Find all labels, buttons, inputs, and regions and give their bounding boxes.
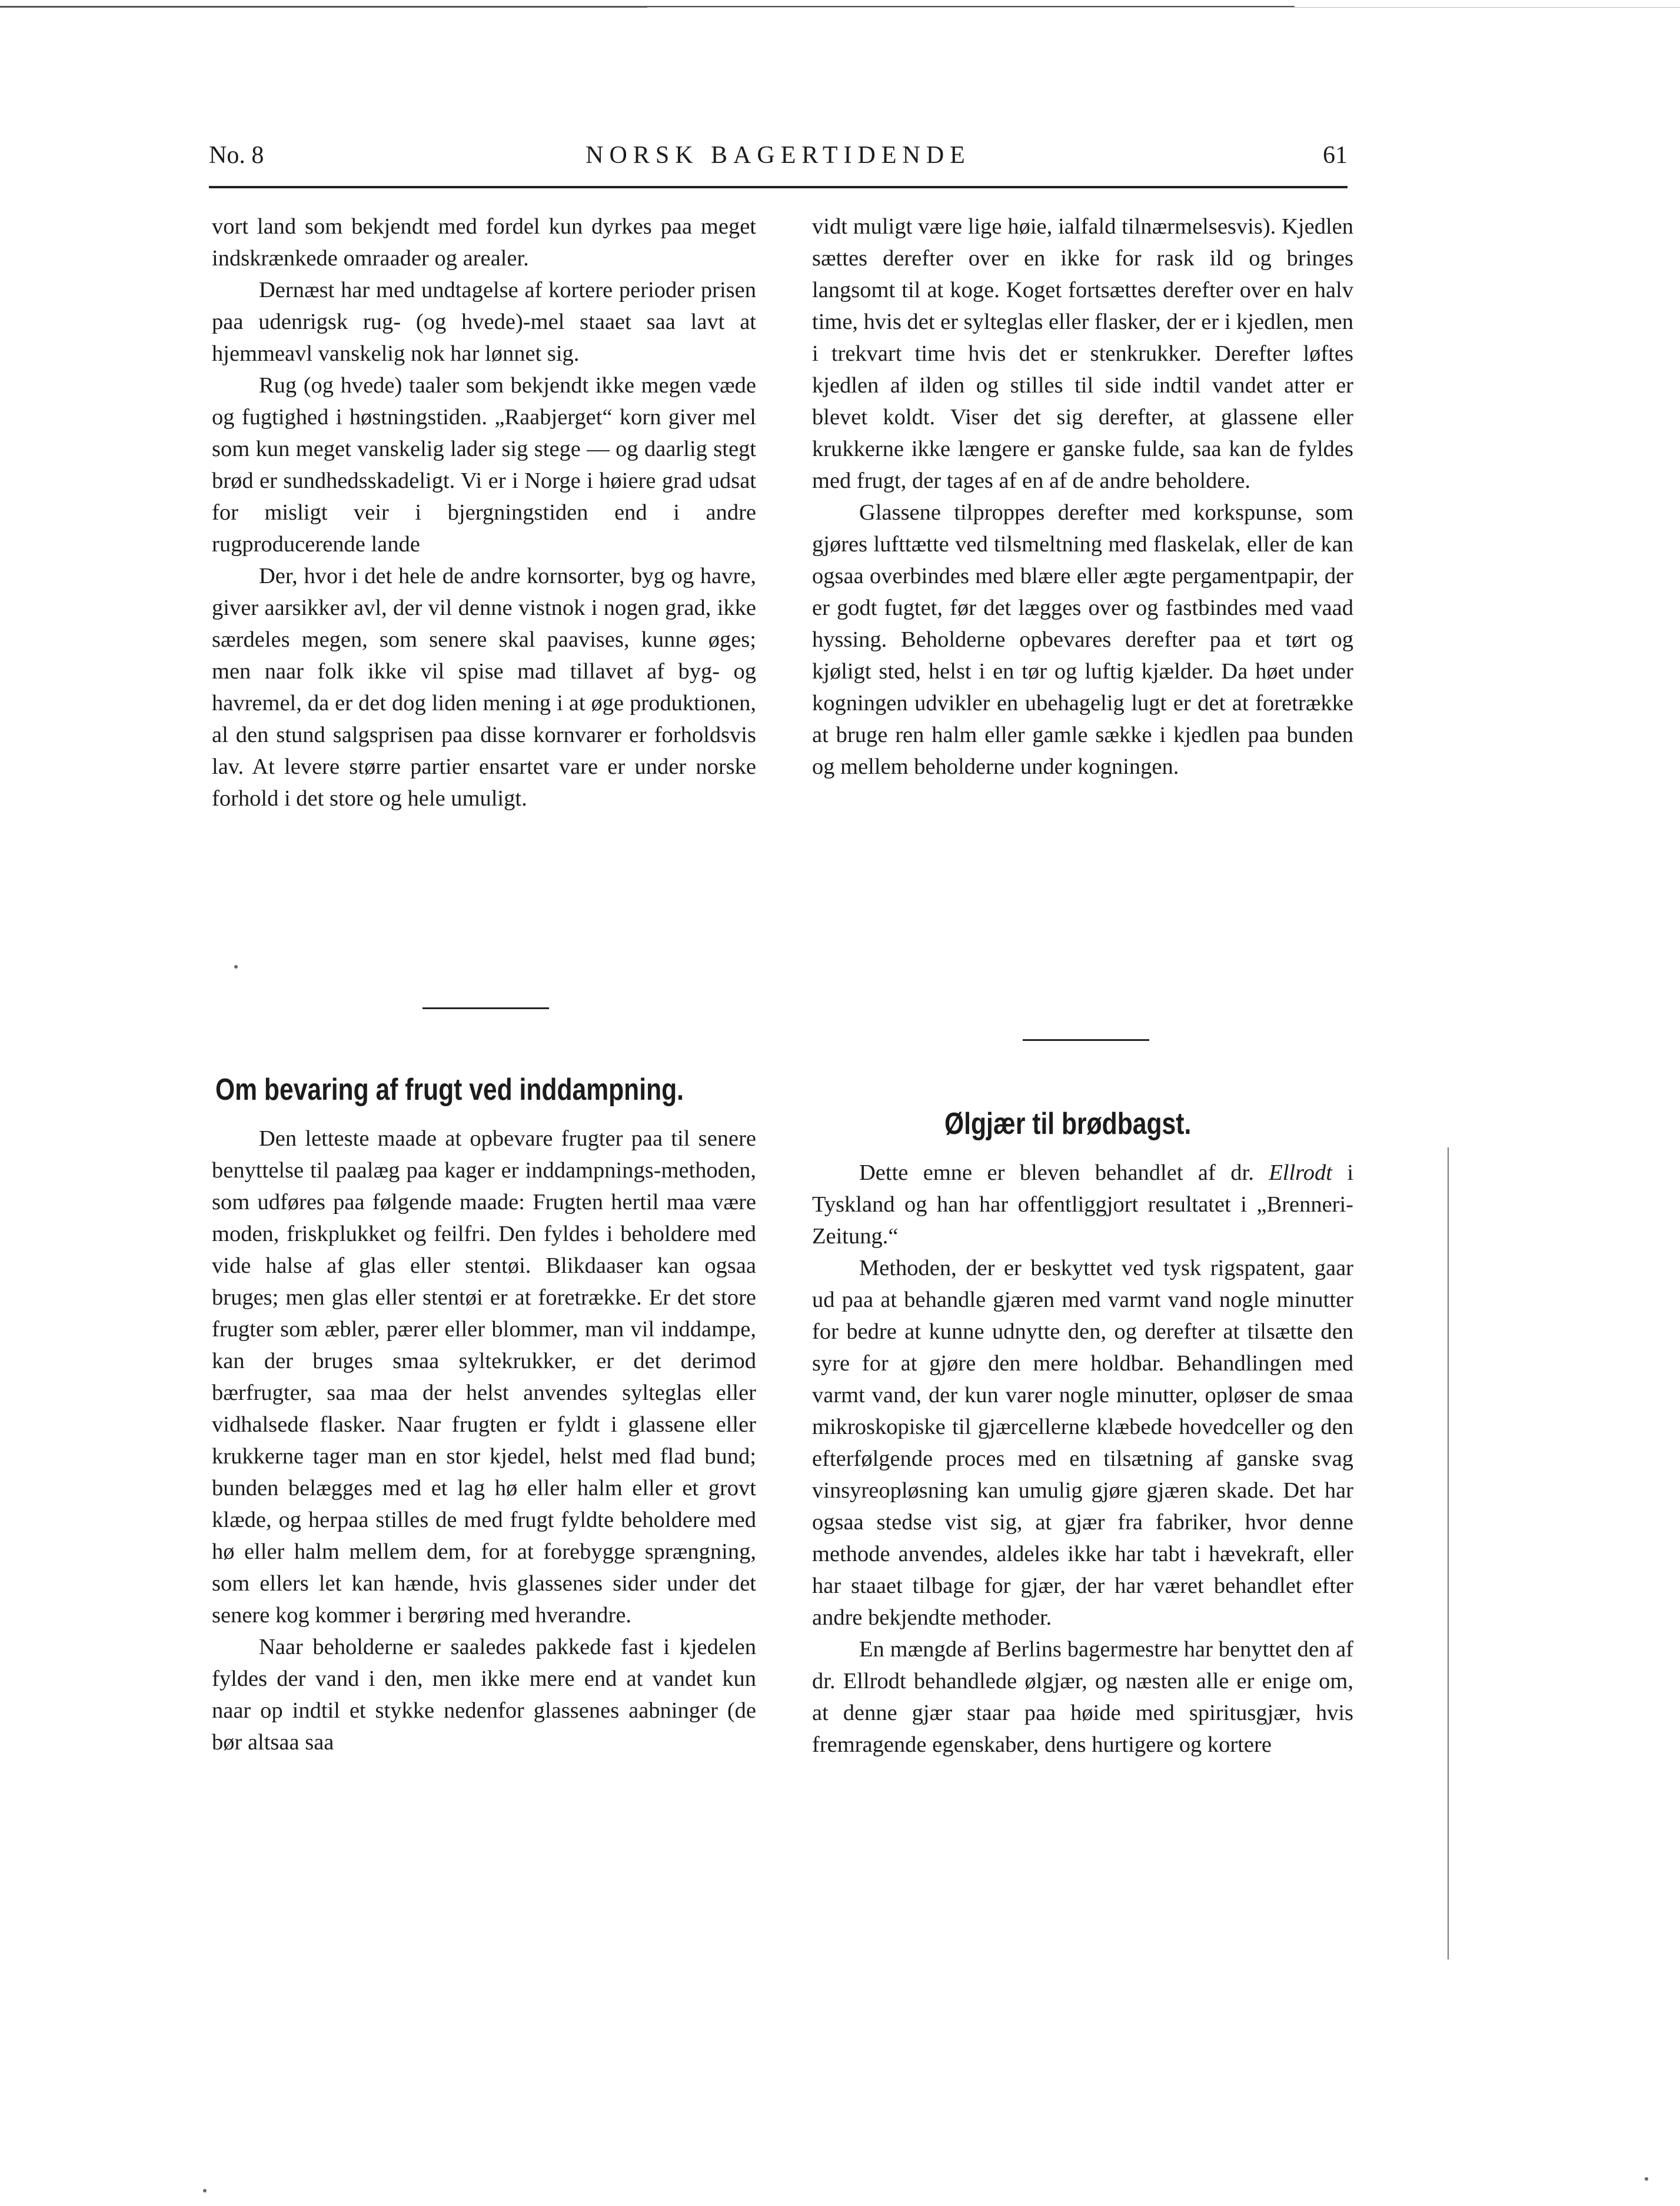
text-run: Dette emne er bleven behandlet af dr. xyxy=(859,1160,1254,1185)
paragraph: vidt muligt være lige høie, ialfald tilnærmelsesvis). Kjedlen sættes derefter over en ikke for rask ild og bringes langsomt til at koge. Koget fortsættes derefter over en halv time, hvis det er sylteglas eller flasker, der er i kjedlen, men i trekvart time hvis det er stenkrukker. Derefter løftes kjedlen af ilden og stilles til side indtil vandet atter er blevet koldt. Viser det sig derefter, at glassene eller krukkerne ikke længere er ganske fulde, saa kan de fyldes med frugt, der tages af en af de andre beholdere. xyxy=(812,214,1353,493)
paragraph: vort land som bekjendt med fordel kun dyrkes paa meget indskrænkede omraader og arealer. xyxy=(212,214,756,271)
scan-speck xyxy=(234,965,238,969)
paragraph: Glassene tilproppes derefter med korkspunse, som gjøres lufttætte ved tilsmeltning med flaskelak, eller de kan ogsaa overbindes med blære eller ægte pergamentpapir, der er godt fugtet, før det lægges over og fastbindes med vaad hyssing. Beholderne opbevares derefter paa et tørt og kjøligt sted, helst i en tør og luftig kjælder. Da høet under kogningen udvikler en ubehagelig lugt er det at foretrække at bruge ren halm eller gamle sække i kjedlen paa bunden og mellem beholderne under kogningen. xyxy=(812,500,1353,779)
section-separator xyxy=(1023,1039,1149,1041)
article-heading-fruit-preservation: Om bevaring af frugt ved inddampning. xyxy=(215,1073,684,1107)
article-heading-beer-yeast: Ølgjær til brødbagst. xyxy=(944,1107,1192,1141)
paragraph: Dernæst har med undtagelse af kortere perioder prisen paa udenrigsk rug- (og hvede)-mel staaet saa lavt at hjemmeavl vanskelig nok har lønnet sig. xyxy=(212,278,756,366)
scan-speck xyxy=(203,2189,207,2192)
paragraph xyxy=(812,1157,1353,1252)
text-run: i Tyskland og han har offentliggjort resultatet i „Brenneri-Zeitung.“ xyxy=(812,1160,1354,1249)
paragraph: Naar beholderne er saaledes pakkede fast i kjedelen fyldes der vand i den, men ikke mere end at vandet kun naar op indtil et stykke nedenfor glassenes aabninger (de bør altsaa saa xyxy=(212,1635,756,1755)
right-column-continued-text xyxy=(812,211,1353,783)
paragraph: Methoden, der er beskyttet ved tysk rigspatent, gaar ud paa at behandle gjæren med varmt vand nogle minutter for bedre at kunne udnytte den, og derefter at tilsætte den syre for at gjøre den mere holdbar. Behandlingen med varmt vand, der kun varer nogle minutter, opløser de smaa mikroskopiske til gjærcellerne klæbede hovedceller og den efterfølgende proces med en tilsætning af ganske svag vinsyreopløsning kan umulig gjøre gjæren skade. Det har ogsaa stedse vist sig, at gjær fra fabriker, hvor denne methode anvendes, aldeles ikke har tabt i hævekraft, eller har staaet tilbage for gjær, der har været behandlet efter andre bekjendte methoder. xyxy=(812,1256,1353,1630)
article-body-fruit-preservation xyxy=(212,1123,756,1758)
journal-title: NORSK BAGERTIDENDE xyxy=(585,142,971,169)
author-name: Ellrodt xyxy=(1269,1160,1332,1185)
header-rule xyxy=(209,186,1348,188)
scan-speck xyxy=(1645,2177,1648,2181)
page-number: 61 xyxy=(1323,142,1348,169)
article-body-beer-yeast xyxy=(812,1157,1353,1761)
section-separator xyxy=(423,1007,549,1009)
paragraph: Rug (og hvede) taaler som bekjendt ikke megen væde og fugtighed i høstningstiden. „Raabjerget“ korn giver mel som kun meget vanskelig lader sig stege — og daarlig stegt brød er sundhedsskadeligt. Vi er i Norge i høiere grad udsat for misligt veir i bjergningstiden end i andre rugproducerende lande xyxy=(212,373,756,557)
paragraph: Der, hvor i det hele de andre kornsorter, byg og havre, giver aarsikker avl, der vil denne vistnok i nogen grad, ikke særdeles megen, som senere skal paavises, kunne øges; men naar folk ikke vil spise mad tillavet af byg- og havremel, da er det dog liden mening i at øge produktionen, al den stund salgsprisen paa disse kornvarer er forholdsvis lav. At levere større partier ensartet vare er under norske forhold i det store og hele umuligt. xyxy=(212,564,756,811)
paragraph: Den letteste maade at opbevare frugter paa til senere benyttelse til paalæg paa kager er inddampnings-methoden, som udføres paa følgende maade: Frugten hertil maa være moden, friskplukket og feilfri. Den fyldes i beholdere med vide halse af glas eller stentøi. Blikdaaser kan ogsaa bruges; men glas eller stentøi er at foretrække. Er det store frugter som æbler, pærer eller blommer, man vil inddampe, kan der bruges smaa syltekrukker, er det derimod bærfrugter, saa maa der helst anvendes sylteglas eller vidhalsede flasker. Naar frugten er fyldt i glassene eller krukkerne tager man en stor kjedel, helst med flad bund; bunden belægges med et lag hø eller halm eller et grovt klæde, og herpaa stilles de med frugt fyldte beholdere med hø eller halm mellem dem, for at forebygge sprængning, som ellers let kan hænde, hvis glassenes sider under det senere kog kommer i berøring med hverandre. xyxy=(212,1126,756,1628)
issue-number: No. 8 xyxy=(209,142,264,169)
scan-edge-line-vertical xyxy=(1448,1147,1449,1959)
left-column-continued-text xyxy=(212,211,756,814)
running-header xyxy=(209,141,1348,177)
scan-edge-line-faint xyxy=(647,7,1680,8)
paragraph: En mængde af Berlins bagermestre har benyttet den af dr. Ellrodt behandlede ølgjær, og næsten alle er enige om, at denne gjær staar paa høide med spiritusgjær, hvis fremragende egenskaber, dens hurtigere og kortere xyxy=(812,1637,1353,1757)
